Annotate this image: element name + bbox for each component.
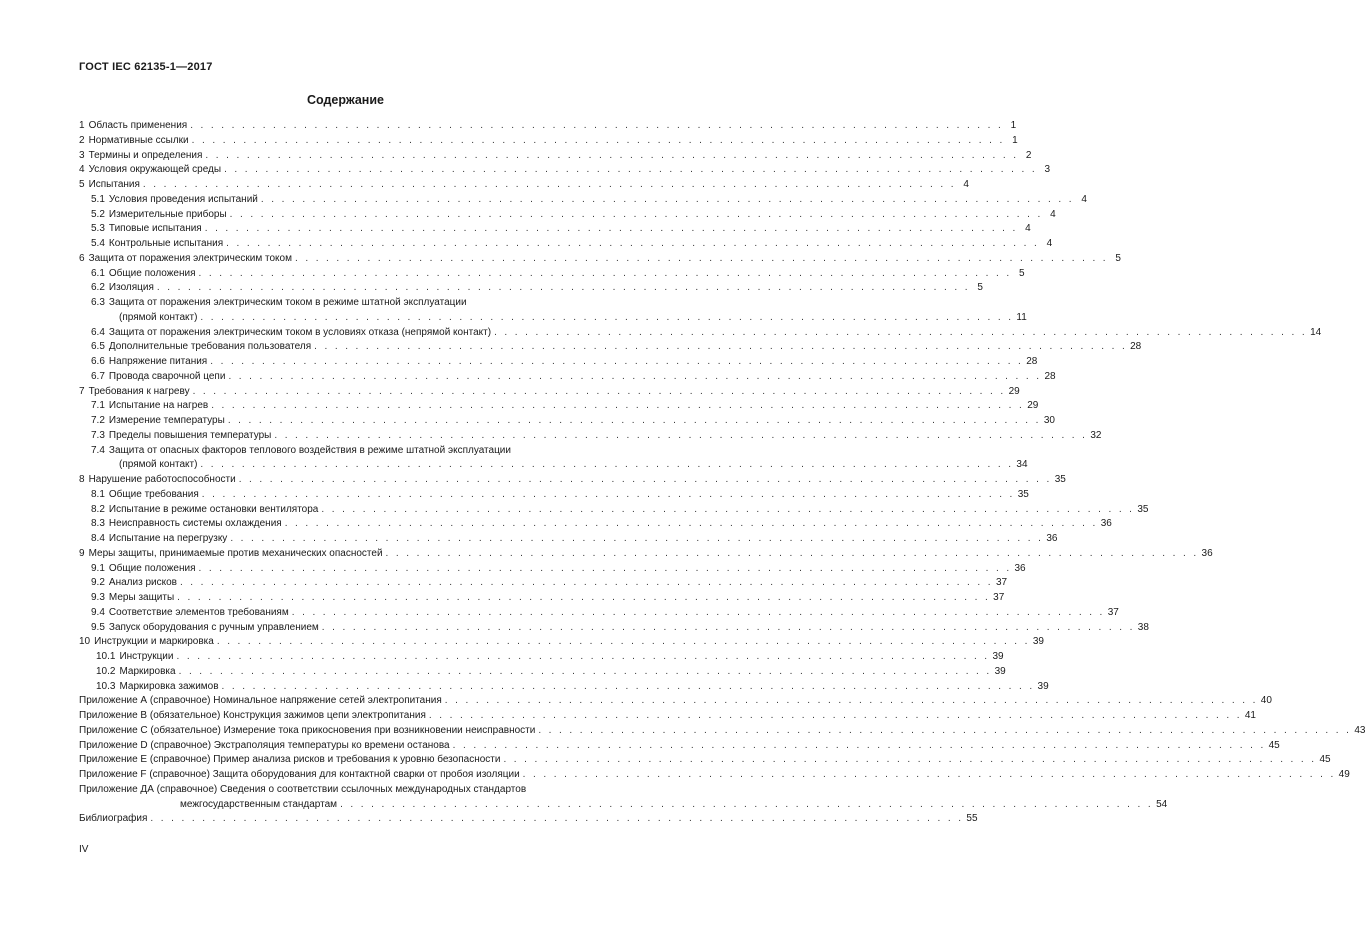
dot-leader: . . . . . . . . . . . . . . . . . . . . . . . . . . . . . . . . . . . . . . . . . . . . . . . . . . . . . . . . . . . . . . . . . . . . . . . . . . . . . . . xyxy=(284,518,1098,530)
dot-leader: . . . . . . . . . . . . . . . . . . . . . . . . . . . . . . . . . . . . . . . . . . . . . . . . . . . . . . . . . . . . . . . . . . . . . . . . . . . . . . . xyxy=(176,651,990,662)
section-title: Условия окружающей среды xyxy=(88,164,222,176)
toc-entry[interactable] xyxy=(79,267,1025,282)
section-title: Приложение А (справочное) Номинальное напряжение сетей электропитания xyxy=(79,695,442,707)
dot-leader: . . . . . . . . . . . . . . . . . . . . . . . . . . . . . . . . . . . . . . . . . . . . . . . . . . . . . . . . . . . . . . . . . . . . . . . . . . . . . . . xyxy=(321,621,1135,633)
section-title: Общие положения xyxy=(108,267,196,279)
section-number: 6.1 xyxy=(91,267,105,279)
section-title: Испытание на перегрузку xyxy=(108,533,228,544)
toc-entry[interactable] xyxy=(79,650,1004,665)
toc-entry[interactable] xyxy=(79,503,1149,518)
section-title: Маркировка xyxy=(119,665,176,677)
toc-entry[interactable] xyxy=(79,680,1049,695)
section-title: Общие требования xyxy=(108,488,199,500)
toc-entry[interactable] xyxy=(79,178,969,193)
section-number: 7 xyxy=(79,385,85,397)
section-number: 5.1 xyxy=(91,193,105,205)
section-title: Меры защиты xyxy=(108,592,175,603)
section-title: Изоляция xyxy=(108,282,154,294)
section-number: 7.3 xyxy=(91,429,105,441)
toc-entry[interactable] xyxy=(79,576,1008,591)
page-number: 34 xyxy=(1016,459,1028,471)
section-number: 7.4 xyxy=(91,444,105,456)
section-title: Измерение температуры xyxy=(108,415,225,426)
dot-leader: . . . . . . . . . . . . . . . . . . . . . . . . . . . . . . . . . . . . . . . . . . . . . . . . . . . . . . . . . . . . . . . . . . . . . . . . . . . . . . . xyxy=(226,238,1040,249)
dot-leader: . . . . . . . . . . . . . . . . . . . . . . . . . . . . . . . . . . . . . . . . . . . . . . . . . . . . . . . . . . . . . . . . . . . . . . . . . . . . . . . xyxy=(142,179,956,190)
page-number: 39 xyxy=(1032,636,1044,648)
toc-entry[interactable] xyxy=(79,694,1272,709)
section-number: 10.2 xyxy=(96,665,116,677)
dot-leader: . . . . . . . . . . . . . . . . . . . . . . . . . . . . . . . . . . . . . . . . . . . . . . . . . . . . . . . . . . . . . . . . . . . . . . . . . . . . . . . xyxy=(201,488,1015,500)
dot-leader: . . . . . . . . . . . . . . . . . . . . . . . . . . . . . . . . . . . . . . . . . . . . . . . . . . . . . . . . . . . . . . . . . . . . . . . . . . . . . . . xyxy=(428,710,1242,721)
page-number: 38 xyxy=(1137,621,1149,633)
page-number: 11 xyxy=(1016,311,1027,323)
toc-entry[interactable] xyxy=(79,385,1020,400)
section-number: 7.2 xyxy=(91,415,105,426)
section-number: 6.5 xyxy=(91,341,105,353)
dot-leader: . . . . . . . . . . . . . . . . . . . . . . . . . . . . . . . . . . . . . . . . . . . . . . . . . . . . . . . . . . . . . . . . . . . . . . . . . . . . . . . xyxy=(230,533,1044,544)
toc-entry[interactable] xyxy=(79,724,1365,739)
toc-entry[interactable] xyxy=(79,591,1005,606)
toc-entry[interactable] xyxy=(79,119,1017,134)
section-title: Контрольные испытания xyxy=(108,238,224,249)
page-number: 36 xyxy=(1100,518,1112,530)
page-folio: IV xyxy=(79,844,89,855)
dot-leader: . . . . . . . . . . . . . . . . . . . . . . . . . . . . . . . . . . . . . . . . . . . . . . . . . . . . . . . . . . . . . . . . . . . . . . . . . . . . . . . xyxy=(321,503,1135,515)
section-number: 9.1 xyxy=(91,562,105,574)
section-number: 5.3 xyxy=(91,223,105,235)
dot-leader: . . . . . . . . . . . . . . . . . . . . . . . . . . . . . . . . . . . . . . . . . . . . . . . . . . . . . . . . . . . . . . . . . . . . . . . . . . . . . . . xyxy=(178,665,992,677)
toc-entry[interactable] xyxy=(79,665,1006,680)
section-number: 5.2 xyxy=(91,208,105,220)
toc-entry[interactable] xyxy=(79,606,1119,621)
toc-entry[interactable] xyxy=(79,532,1058,547)
dot-leader: . . . . . . . . . . . . . . . . . . . . . . . . . . . . . . . . . . . . . . . . . . . . . . . . . . . . . . . . . . . . . . . . . . . . . . . . . . . . . . . xyxy=(156,282,970,294)
section-title: Приложение С (обязательное) Измерение тока прикосновения при возникновении неисправности xyxy=(79,724,536,736)
section-title: Типовые испытания xyxy=(108,223,202,235)
section-number: 7.1 xyxy=(91,400,105,412)
page-number: 4 xyxy=(963,179,969,190)
page-number: 35 xyxy=(1017,488,1029,500)
section-number: 8.1 xyxy=(91,488,105,500)
dot-leader: . . . . . . . . . . . . . . . . . . . . . . . . . . . . . . . . . . . . . . . . . . . . . . . . . . . . . . . . . . . . . . . . . . . . . . . . . . . . . . . xyxy=(211,400,1025,412)
section-title: Область применения xyxy=(88,120,188,131)
section-title: Дополнительные требования пользователя xyxy=(108,341,312,353)
dot-leader: . . . . . . . . . . . . . . . . . . . . . . . . . . . . . . . . . . . . . . . . . . . . . . . . . . . . . . . . . . . . . . . . . . . . . . . . . . . . . . . xyxy=(221,680,1035,692)
toc-entry[interactable] xyxy=(79,783,1168,813)
page-number: 39 xyxy=(992,651,1004,662)
section-title: Инструкции и маркировка xyxy=(94,636,214,648)
toc-entry[interactable] xyxy=(79,562,1026,577)
page-number: 2 xyxy=(1025,149,1032,161)
page-number: 55 xyxy=(966,813,978,825)
section-title: Испытания xyxy=(88,179,140,190)
toc-entry[interactable] xyxy=(79,237,1053,252)
section-number: 9.4 xyxy=(91,606,105,618)
page-number: 37 xyxy=(995,577,1008,589)
dot-leader: . . . . . . . . . . . . . . . . . . . . . . . . . . . . . . . . . . . . . . . . . . . . . . . . . . . . . . . . . . . . . . . . . . . . . . . . . . . . . . . xyxy=(205,149,1019,161)
dot-leader: . . . . . . . . . . . . . . . . . . . . . . . . . . . . . . . . . . . . . . . . . . . . . . . . . . . . . . . . . . . . . . . . . . . . . . . . . . . . . . . xyxy=(200,459,1014,471)
section-title: Приложение F (справочное) Защита оборудования для контактной сварки от пробоя изоляции xyxy=(79,769,520,780)
dot-leader: . . . . . . . . . . . . . . . . . . . . . . . . . . . . . . . . . . . . . . . . . . . . . . . . . . . . . . . . . . . . . . . . . . . . . . . . . . . . . . . xyxy=(204,223,1018,235)
section-number: 10 xyxy=(79,636,91,648)
section-number: 6.6 xyxy=(91,356,105,367)
toc-entry[interactable] xyxy=(79,444,1028,474)
toc-entry[interactable] xyxy=(79,621,1149,636)
toc-entry[interactable] xyxy=(79,355,1038,370)
toc-entry[interactable] xyxy=(79,296,1027,326)
section-title: Защита от поражения электрическим током в условиях отказа (непрямой контакт) xyxy=(108,326,492,338)
dot-leader: . . . . . . . . . . . . . . . . . . . . . . . . . . . . . . . . . . . . . . . . . . . . . . . . . . . . . . . . . . . . . . . . . . . . . . . . . . . . . . . xyxy=(216,636,1030,648)
section-title: Защита от поражения электрическим током xyxy=(88,252,292,264)
section-number: 6.4 xyxy=(91,326,105,338)
dot-leader: . . . . . . . . . . . . . . . . . . . . . . . . . . . . . . . . . . . . . . . . . . . . . . . . . . . . . . . . . . . . . . . . . . . . . . . . . . . . . . . xyxy=(228,370,1042,382)
dot-leader: . . . . . . . . . . . . . . . . . . . . . . . . . . . . . . . . . . . . . . . . . . . . . . . . . . . . . . . . . . . . . . . . . . . . . . . . . . . . . . . xyxy=(314,341,1128,353)
page-number: 30 xyxy=(1043,415,1055,426)
page-number: 3 xyxy=(1044,164,1051,176)
dot-leader: . . . . . . . . . . . . . . . . . . . . . . . . . . . . . . . . . . . . . . . . . . . . . . . . . . . . . . . . . . . . . . . . . . . . . . . . . . . . . . . xyxy=(238,474,1052,485)
section-number: 2 xyxy=(79,134,85,146)
toc-entry[interactable] xyxy=(79,753,1331,768)
page-title: Содержание xyxy=(306,93,384,107)
section-title: Защита от поражения электрическим током в режиме штатной эксплуатации xyxy=(108,297,467,308)
page-number: 45 xyxy=(1319,754,1331,766)
page-number: 4 xyxy=(1046,238,1053,249)
section-title: Запуск оборудования с ручным управлением xyxy=(108,621,319,633)
dot-leader: . . . . . . . . . . . . . . . . . . . . . . . . . . . . . . . . . . . . . . . . . . . . . . . . . . . . . . . . . . . . . . . . . . . . . . . . . . . . . . . xyxy=(494,326,1308,338)
page-number: 36 xyxy=(1014,562,1026,574)
section-title: Испытание в режиме остановки вентилятора xyxy=(108,503,319,515)
toc-entry[interactable] xyxy=(79,768,1350,783)
dot-leader: . . . . . . . . . . . . . . . . . . . . . . . . . . . . . . . . . . . . . . . . . . . . . . . . . . . . . . . . . . . . . . . . . . . . . . . . . . . . . . . xyxy=(452,739,1266,751)
dot-leader: . . . . . . . . . . . . . . . . . . . . . . . . . . . . . . . . . . . . . . . . . . . . . . . . . . . . . . . . . . . . . . . . . . . . . . . . . . . . . . . xyxy=(229,208,1043,220)
page-number: 36 xyxy=(1046,533,1058,544)
section-title: Пределы повышения температуры xyxy=(108,429,272,441)
dot-leader: . . . . . . . . . . . . . . . . . . . . . . . . . . . . . . . . . . . . . . . . . . . . . . . . . . . . . . . . . . . . . . . . . . . . . . . . . . . . . . . xyxy=(503,754,1317,766)
section-title: Приложение В (обязательное) Конструкция зажимов цепи электропитания xyxy=(79,710,426,721)
section-title: Инструкции xyxy=(119,651,174,662)
page-number: 1 xyxy=(1012,134,1018,146)
toc-entry[interactable] xyxy=(79,547,1213,562)
page-number: 39 xyxy=(994,665,1006,677)
page-number: 4 xyxy=(1081,193,1087,205)
section-number: 8.3 xyxy=(91,518,105,530)
dot-leader: . . . . . . . . . . . . . . . . . . . . . . . . . . . . . . . . . . . . . . . . . . . . . . . . . . . . . . . . . . . . . . . . . . . . . . . . . . . . . . . xyxy=(198,267,1012,279)
section-number: 6.3 xyxy=(91,297,105,308)
section-title: Напряжение питания xyxy=(108,356,208,367)
toc-entry[interactable] xyxy=(79,473,1066,488)
section-number: 5 xyxy=(79,179,85,190)
page-number: 41 xyxy=(1244,710,1256,721)
page-number: 5 xyxy=(1018,267,1025,279)
toc-entry[interactable] xyxy=(79,222,1031,237)
dot-leader: . . . . . . . . . . . . . . . . . . . . . . . . . . . . . . . . . . . . . . . . . . . . . . . . . . . . . . . . . . . . . . . . . . . . . . . . . . . . . . . xyxy=(177,592,991,603)
section-number: 9.3 xyxy=(91,592,105,603)
page-number: 28 xyxy=(1026,356,1038,367)
page-number: 45 xyxy=(1268,739,1280,751)
toc-entry[interactable] xyxy=(79,193,1087,208)
dot-leader: . . . . . . . . . . . . . . . . . . . . . . . . . . . . . . . . . . . . . . . . . . . . . . . . . . . . . . . . . . . . . . . . . . . . . . . . . . . . . . . xyxy=(150,813,964,825)
toc-entry[interactable] xyxy=(79,370,1056,385)
section-title: Защита от опасных факторов теплового воздействия в режиме штатной эксплуатации xyxy=(108,444,511,456)
dot-leader: . . . . . . . . . . . . . . . . . . . . . . . . . . . . . . . . . . . . . . . . . . . . . . . . . . . . . . . . . . . . . . . . . . . . . . . . . . . . . . . xyxy=(179,577,993,589)
standard-designation: ГОСТ IEC 62135-1—2017 xyxy=(79,61,213,73)
dot-leader: . . . . . . . . . . . . . . . . . . . . . . . . . . . . . . . . . . . . . . . . . . . . . . . . . . . . . . . . . . . . . . . . . . . . . . . . . . . . . . . xyxy=(224,164,1038,176)
page-number: 37 xyxy=(1107,606,1119,618)
section-title: Неисправность системы охлаждения xyxy=(108,518,282,530)
section-title: Библиография xyxy=(79,813,148,825)
table-of-contents xyxy=(79,119,1365,827)
section-title: Меры защиты, принимаемые против механических опасностей xyxy=(88,547,383,559)
section-title: Термины и определения xyxy=(88,149,203,161)
section-title: Анализ рисков xyxy=(108,577,177,589)
toc-entry[interactable] xyxy=(79,635,1044,650)
page-number: 32 xyxy=(1090,429,1102,441)
dot-leader: . . . . . . . . . . . . . . . . . . . . . . . . . . . . . . . . . . . . . . . . . . . . . . . . . . . . . . . . . . . . . . . . . . . . . . . . . . . . . . . xyxy=(340,798,1154,810)
toc-entry[interactable] xyxy=(79,517,1112,532)
toc-entry[interactable] xyxy=(79,414,1055,429)
section-number: 4 xyxy=(79,164,85,176)
page-number: 54 xyxy=(1156,798,1168,810)
section-number: 10.1 xyxy=(96,651,116,662)
dot-leader: . . . . . . . . . . . . . . . . . . . . . . . . . . . . . . . . . . . . . . . . . . . . . . . . . . . . . . . . . . . . . . . . . . . . . . . . . . . . . . . xyxy=(198,562,1012,574)
section-title-continued: (прямой контакт) xyxy=(119,311,198,323)
section-number: 5.4 xyxy=(91,238,105,249)
section-number: 9.5 xyxy=(91,621,105,633)
section-number: 6 xyxy=(79,252,85,264)
section-title: Маркировка зажимов xyxy=(119,680,219,692)
dot-leader: . . . . . . . . . . . . . . . . . . . . . . . . . . . . . . . . . . . . . . . . . . . . . . . . . . . . . . . . . . . . . . . . . . . . . . . . . . . . . . . xyxy=(200,311,1014,323)
dot-leader: . . . . . . . . . . . . . . . . . . . . . . . . . . . . . . . . . . . . . . . . . . . . . . . . . . . . . . . . . . . . . . . . . . . . . . . . . . . . . . . xyxy=(538,724,1352,736)
page-number: 49 xyxy=(1338,769,1350,780)
section-number: 9 xyxy=(79,547,85,559)
page-number: 35 xyxy=(1137,503,1149,515)
section-title: Общие положения xyxy=(108,562,196,574)
dot-leader: . . . . . . . . . . . . . . . . . . . . . . . . . . . . . . . . . . . . . . . . . . . . . . . . . . . . . . . . . . . . . . . . . . . . . . . . . . . . . . . xyxy=(192,385,1006,397)
dot-leader: . . . . . . . . . . . . . . . . . . . . . . . . . . . . . . . . . . . . . . . . . . . . . . . . . . . . . . . . . . . . . . . . . . . . . . . . . . . . . . . xyxy=(291,606,1105,618)
section-title: Измерительные приборы xyxy=(108,208,227,220)
toc-entry[interactable] xyxy=(79,709,1256,724)
section-number: 8.4 xyxy=(91,533,105,544)
section-number: 3 xyxy=(79,149,85,161)
section-number: 1 xyxy=(79,120,85,131)
dot-leader: . . . . . . . . . . . . . . . . . . . . . . . . . . . . . . . . . . . . . . . . . . . . . . . . . . . . . . . . . . . . . . . . . . . . . . . . . . . . . . . xyxy=(274,429,1088,441)
page-number: 4 xyxy=(1025,223,1031,235)
section-title: Условия проведения испытаний xyxy=(108,193,258,205)
page-number: 39 xyxy=(1037,680,1049,692)
dot-leader: . . . . . . . . . . . . . . . . . . . . . . . . . . . . . . . . . . . . . . . . . . . . . . . . . . . . . . . . . . . . . . . . . . . . . . . . . . . . . . . xyxy=(191,134,1005,146)
section-title: Приложение ДА (справочное) Сведения о соответствии ссылочных международных стандартов xyxy=(79,783,527,795)
page-number: 5 xyxy=(1115,252,1121,264)
dot-leader: . . . . . . . . . . . . . . . . . . . . . . . . . . . . . . . . . . . . . . . . . . . . . . . . . . . . . . . . . . . . . . . . . . . . . . . . . . . . . . . xyxy=(227,415,1041,426)
page-number: 29 xyxy=(1027,400,1039,412)
page-number: 4 xyxy=(1050,208,1056,220)
toc-entry[interactable] xyxy=(79,429,1102,444)
section-title: Нарушение работоспособности xyxy=(88,474,236,485)
page-number: 40 xyxy=(1260,695,1272,707)
dot-leader: . . . . . . . . . . . . . . . . . . . . . . . . . . . . . . . . . . . . . . . . . . . . . . . . . . . . . . . . . . . . . . . . . . . . . . . . . . . . . . . xyxy=(385,547,1199,559)
section-title-continued: межгосударственным стандартам xyxy=(180,798,338,810)
page-number: 29 xyxy=(1008,385,1020,397)
section-title: Испытание на нагрев xyxy=(108,400,209,412)
section-number: 10.3 xyxy=(96,680,116,692)
toc-entry[interactable] xyxy=(79,812,978,827)
page-number: 5 xyxy=(977,282,983,294)
section-number: 6.7 xyxy=(91,370,105,382)
dot-leader: . . . . . . . . . . . . . . . . . . . . . . . . . . . . . . . . . . . . . . . . . . . . . . . . . . . . . . . . . . . . . . . . . . . . . . . . . . . . . . . xyxy=(190,120,1004,131)
section-number: 8 xyxy=(79,474,85,485)
page-number: 43 xyxy=(1354,724,1365,736)
section-title: Провода сварочной цепи xyxy=(108,370,226,382)
section-title: Требования к нагреву xyxy=(88,385,190,397)
toc-entry[interactable] xyxy=(79,208,1056,223)
section-number: 6.2 xyxy=(91,282,105,294)
page-number: 35 xyxy=(1054,474,1066,485)
page-number: 14 xyxy=(1310,326,1322,338)
page-number: 28 xyxy=(1044,370,1056,382)
section-title: Приложение Е (справочное) Пример анализа рисков и требования к уровню безопасности xyxy=(79,754,501,766)
toc-entry[interactable] xyxy=(79,163,1051,178)
toc-entry[interactable] xyxy=(79,326,1322,341)
toc-entry[interactable] xyxy=(79,488,1029,503)
toc-entry[interactable] xyxy=(79,281,983,296)
dot-leader: . . . . . . . . . . . . . . . . . . . . . . . . . . . . . . . . . . . . . . . . . . . . . . . . . . . . . . . . . . . . . . . . . . . . . . . . . . . . . . . xyxy=(294,252,1108,264)
section-number: 9.2 xyxy=(91,577,105,589)
page-number: 36 xyxy=(1201,547,1213,559)
section-title: Приложение D (справочное) Экстраполяция температуры ко времени останова xyxy=(79,739,450,751)
dot-leader: . . . . . . . . . . . . . . . . . . . . . . . . . . . . . . . . . . . . . . . . . . . . . . . . . . . . . . . . . . . . . . . . . . . . . . . . . . . . . . . xyxy=(260,193,1074,205)
section-title: Соответствие элементов требованиям xyxy=(108,606,289,618)
section-title-continued: (прямой контакт) xyxy=(119,459,198,471)
page-number: 28 xyxy=(1130,341,1142,353)
toc-entry[interactable] xyxy=(79,399,1039,414)
toc-entry[interactable] xyxy=(79,134,1018,149)
section-title: Нормативные ссылки xyxy=(88,134,189,146)
dot-leader: . . . . . . . . . . . . . . . . . . . . . . . . . . . . . . . . . . . . . . . . . . . . . . . . . . . . . . . . . . . . . . . . . . . . . . . . . . . . . . . xyxy=(522,769,1336,780)
dot-leader: . . . . . . . . . . . . . . . . . . . . . . . . . . . . . . . . . . . . . . . . . . . . . . . . . . . . . . . . . . . . . . . . . . . . . . . . . . . . . . . xyxy=(444,695,1258,707)
toc-entry[interactable] xyxy=(79,252,1121,267)
toc-entry[interactable] xyxy=(79,739,1280,754)
section-number: 8.2 xyxy=(91,503,105,515)
toc-entry[interactable] xyxy=(79,340,1142,355)
page-number: 37 xyxy=(993,592,1005,603)
toc-entry[interactable] xyxy=(79,149,1032,164)
page-number: 1 xyxy=(1010,120,1017,131)
dot-leader: . . . . . . . . . . . . . . . . . . . . . . . . . . . . . . . . . . . . . . . . . . . . . . . . . . . . . . . . . . . . . . . . . . . . . . . . . . . . . . . xyxy=(210,356,1024,367)
